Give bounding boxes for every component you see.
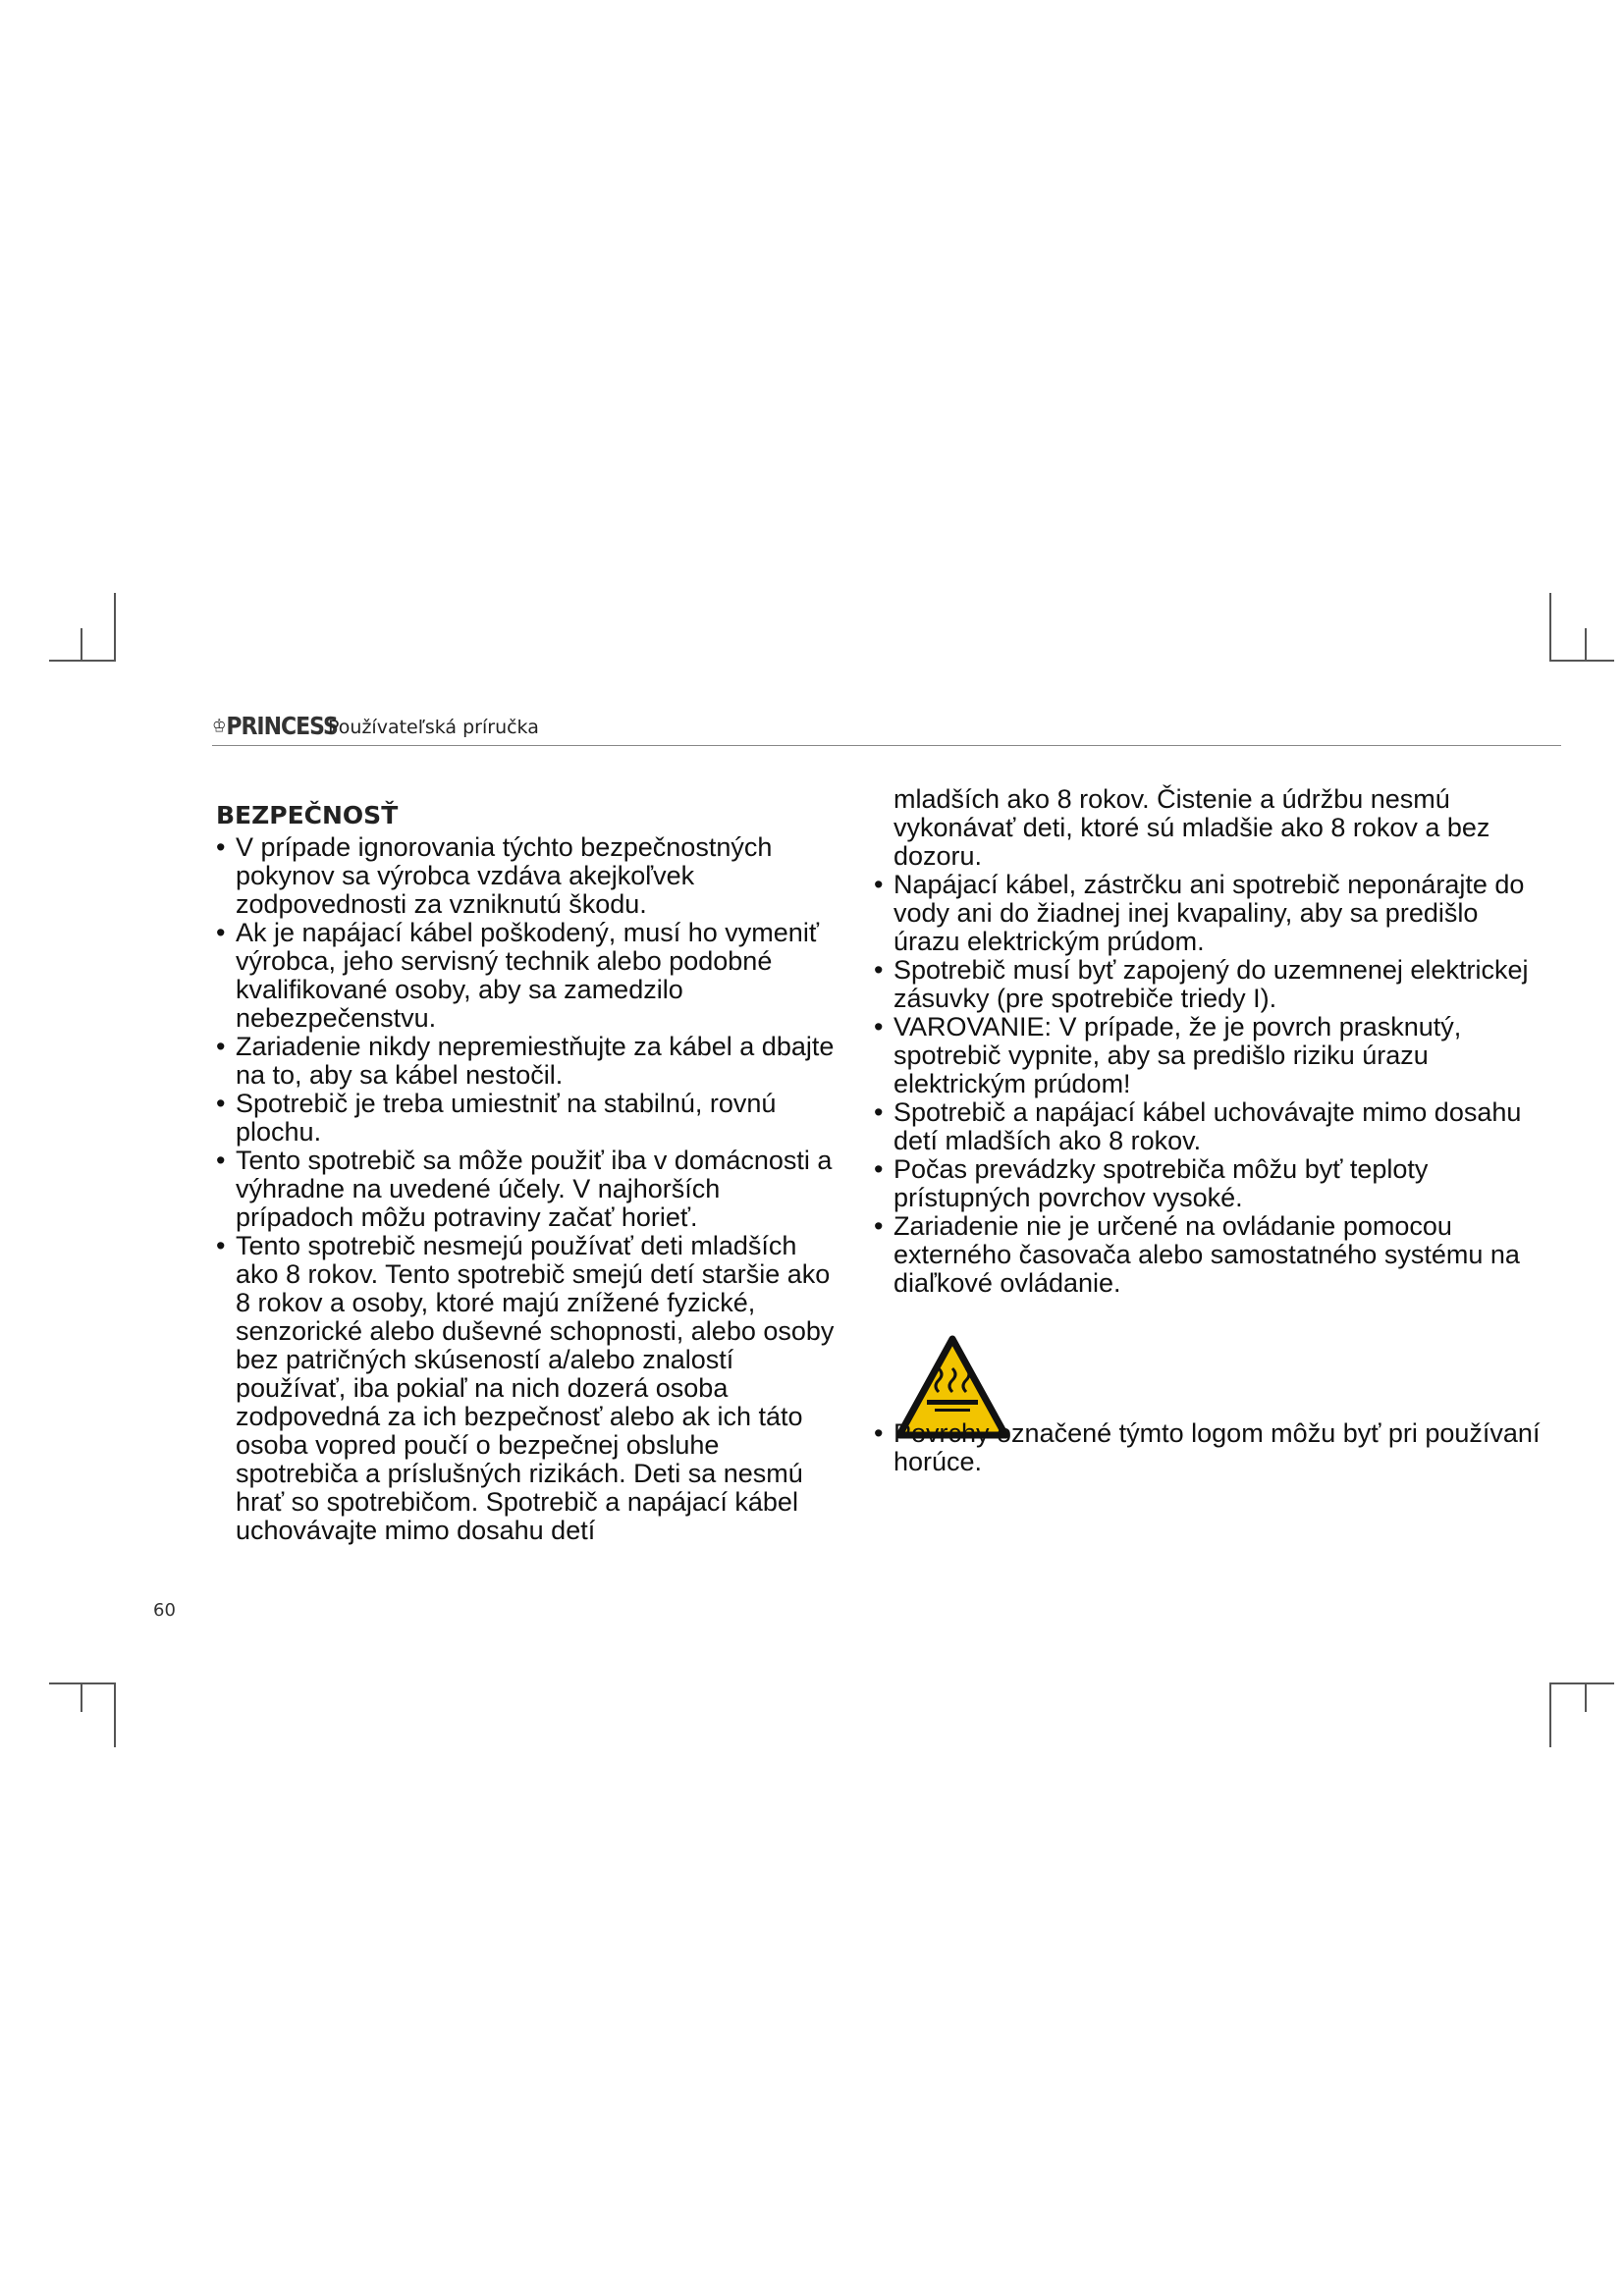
brand-logo — [212, 713, 338, 741]
list-item — [216, 919, 844, 1033]
list-item — [216, 1090, 844, 1147]
bullet: • — [874, 955, 884, 985]
list-item — [874, 1212, 1542, 1298]
list-item — [874, 1155, 1542, 1212]
bullet: • — [216, 1231, 226, 1260]
list-item — [216, 1147, 844, 1232]
list-item — [216, 833, 844, 919]
brand-name: PRINCESS — [226, 713, 338, 741]
item-text: Tento spotrebič sa môže použiť iba v domácnosti a výhradne na uvedené účely. V najhorších prípadoch môžu potraviny začať horieť. — [236, 1146, 833, 1232]
page-number: 60 — [153, 1600, 176, 1621]
right-column — [874, 785, 1542, 1476]
page-header — [212, 713, 1561, 742]
crop-mark-top-right-h — [1549, 660, 1614, 662]
bullet: • — [874, 1012, 884, 1041]
bullet: • — [216, 918, 226, 947]
bullet: • — [216, 1146, 226, 1175]
crop-mark-top-right-v — [1549, 593, 1551, 662]
item-text: Tento spotrebič nesmejú používať deti mladších ako 8 rokov. Tento spotrebič smejú detí staršie ako 8 rokov a osoby, ktoré majú znížené fyzické, senzorické alebo duševné schopnosti, alebo osoby bez patričných skúseností a/alebo znalostí používať, iba pokiaľ na nich dozerá osoba zodpovedná za ich bezpečnosť alebo ak ich táto osoba vopred poučí o bezpečnej obsluhe spotrebiča a príslušných rizikách. Deti sa nesmú hrať so spotrebičom. Spotrebič a napájací kábel uchovávajte mimo dosahu detí — [236, 1231, 835, 1545]
hot-surface-warning — [874, 1335, 1542, 1476]
item-text: Spotrebič je treba umiestniť na stabilnú, rovnú plochu. — [236, 1089, 777, 1147]
bullet: • — [874, 1154, 884, 1184]
crop-mark-bottom-right-v — [1549, 1682, 1551, 1747]
section-heading: BEZPEČNOSŤ — [216, 801, 399, 829]
list-item — [216, 1232, 844, 1545]
bullet: • — [216, 832, 226, 862]
list-item — [874, 956, 1542, 1013]
item-text: VAROVANIE: V prípade, že je povrch prasknutý, spotrebič vypnite, aby sa predišlo riziku úrazu elektrickým prúdom! — [893, 1012, 1462, 1098]
crop-mark-top-left-v2 — [81, 628, 82, 660]
item-text: Napájací kábel, zástrčku ani spotrebič neponárajte do vody ani do žiadnej inej kvapaliny, aby sa predišlo úrazu elektrickým prúdom. — [893, 870, 1525, 956]
crop-mark-top-left-h — [49, 660, 116, 662]
list-item — [216, 1033, 844, 1090]
list-item — [874, 1335, 1542, 1476]
crop-mark-bottom-left-v — [114, 1682, 116, 1747]
bullet: • — [874, 870, 884, 899]
crop-mark-bottom-right-h — [1549, 1682, 1614, 1684]
header-title: Používateľská príručka — [328, 717, 539, 738]
crop-mark-bottom-left-h — [49, 1682, 116, 1684]
item-text: Ak je napájací kábel poškodený, musí ho vymeniť výrobca, jeho servisný technik alebo podobné kvalifikované osoby, aby sa zamedzilo nebezpečenstvu. — [236, 918, 819, 1033]
left-column — [216, 785, 844, 1545]
bullet: • — [874, 1418, 884, 1448]
item-text: Zariadenie nikdy nepremiestňujte za kábel a dbajte na to, aby sa kábel nestočil. — [236, 1032, 835, 1090]
bullet: • — [216, 1089, 226, 1118]
header-rule — [212, 745, 1561, 746]
crop-mark-top-left-v — [114, 593, 116, 662]
list-item — [874, 1098, 1542, 1155]
item-text: Spotrebič a napájací kábel uchovávajte mimo dosahu detí mladších ako 8 rokov. — [893, 1097, 1522, 1155]
item-text: Počas prevádzky spotrebiča môžu byť teploty prístupných povrchov vysoké. — [893, 1154, 1429, 1212]
item-text: Zariadenie nie je určené na ovládanie pomocou externého časovača alebo samostatného systému na diaľkové ovládanie. — [893, 1211, 1520, 1298]
item-text: Povrchy označené týmto logom môžu byť pri používaní horúce. — [893, 1418, 1541, 1476]
crop-mark-bottom-left-v2 — [81, 1682, 82, 1712]
list-item — [874, 1013, 1542, 1098]
bullet: • — [874, 1211, 884, 1241]
crop-mark-top-right-v2 — [1585, 628, 1587, 660]
list-item — [874, 871, 1542, 956]
crown-icon: ♔ — [212, 715, 226, 737]
item-text: V prípade ignorovania týchto bezpečnostných pokynov sa výrobca vzdáva akejkoľvek zodpovednosti za vzniknutú škodu. — [236, 832, 773, 919]
item-text: Spotrebič musí byť zapojený do uzemnenej elektrickej zásuvky (pre spotrebiče triedy I). — [893, 955, 1529, 1013]
bullet: • — [874, 1097, 884, 1127]
continued-text: mladších ako 8 rokov. Čistenie a údržbu nesmú vykonávať deti, ktoré sú mladšie ako 8 rokov a bez dozoru. — [893, 784, 1490, 871]
crop-mark-bottom-right-v2 — [1585, 1682, 1587, 1712]
bullet: • — [216, 1032, 226, 1061]
